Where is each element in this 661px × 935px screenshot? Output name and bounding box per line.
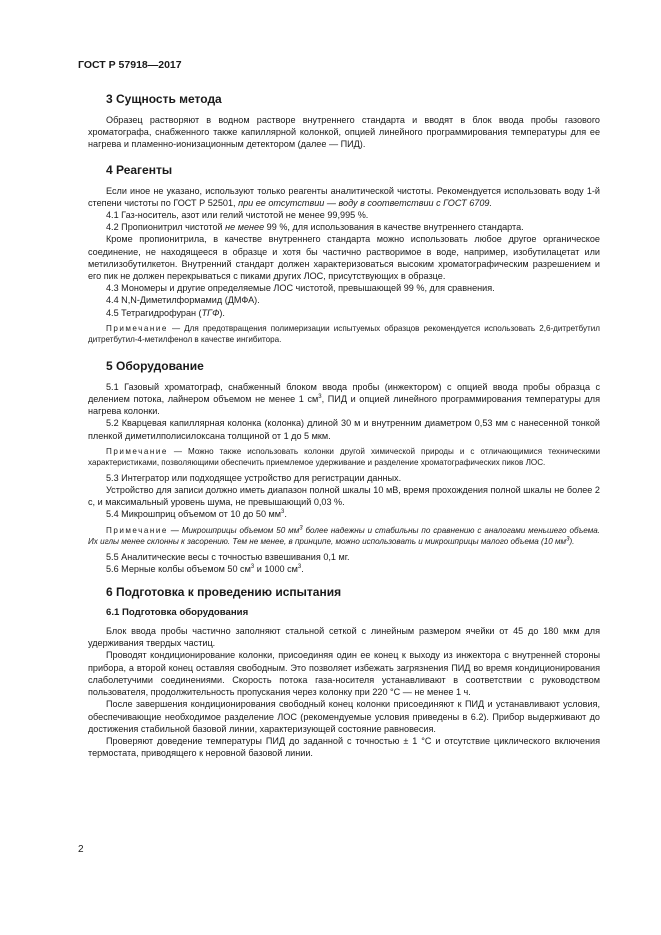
item-5-5: 5.5 Аналитические весы с точностью взвешивания 0,1 мг. <box>106 551 350 562</box>
item-5-3-detail: Устройство для записи должно иметь диапазон полной шкалы 10 мВ, время прохождения полной шкалы не более 2 с, и максимальный уровень шума, не превышающий 0,03 %. <box>88 485 600 508</box>
section-5-note-2: Примечание — Микрошприцы объемом 50 $мм^3$ более надежны и стабильны по сравнению с аналогами меньшего объема. Их иглы менее склонны к засорению. Тем не менее, в принципе, можно использовать и микрошприцы малого объема (10 $мм^3$). <box>88 524 600 546</box>
item-5-4: 5.4 Микрошприц объемом от 10 до 50 $мм^3$. <box>106 509 287 520</box>
section-6-paragraph-3: После завершения кондиционирования свободный конец колонки присоединяют к ПИД и устанавливают условия, обеспечивающие необходимое разделение ЛОС (рекомендуемые условия приведены в 6.2). Прибор выдерживают до достижения стабильной базовой линии, характеризующей состояние равновесия. <box>88 699 600 734</box>
item-5-6: 5.6 Мерные колбы объемом 50 $см^3$ и 1000 $см^3$. <box>106 563 304 574</box>
section-6-paragraph-2: Проводят кондиционирование колонки, присоединяя один ее конец к выходу из инжектора с внутренней стороны прибора, а второй конец оставляя свободным. Это позволяет избежать загрязнения ПИД во время кондиционирования слаболетучими соединениями. Скорость потока газа-носителя устанавливают в соответствии с руководством пользователя, продолжительность пропускания через колонку при 220 °С — не менее 1 ч. <box>88 650 600 698</box>
section-4-note: Примечание — Для предотвращения полимеризации испытуемых образцов рекомендуется использовать 2,6-дитретбутил дитретбутил-4-метилфенол в качестве ингибитора. <box>88 323 600 344</box>
section-4-title: 4 Реагенты <box>106 162 173 177</box>
section-3-paragraph: Образец растворяют в водном растворе внутреннего стандарта и вводят в блок ввода пробы газового хроматографа, снабженного также капиллярной колонкой, опцией линейного программирования температуры для ее нагрева и пламенно-ионизационным детектором (далее — ПИД). <box>88 115 600 150</box>
item-5-2: 5.2 Кварцевая капиллярная колонка (колонка) длиной 30 м и внутренним диаметром 0,53 мм с нанесенной тонкой пленкой диметилполисилоксана толщиной от 1 до 5 мкм. <box>88 418 600 441</box>
item-4-5: 4.5 Тетрагидрофуран (ТГФ). <box>106 307 225 318</box>
subsection-6-1-title: 6.1 Подготовка оборудования <box>106 607 249 619</box>
document-body <box>88 92 600 759</box>
section-5-title: 5 Оборудование <box>106 358 204 373</box>
item-4-1: 4.1 Газ-носитель, азот или гелий чистотой не менее 99,995 %. <box>106 210 369 221</box>
item-4-2: 4.2 Пропионитрил чистотой не менее 99 %, для использования в качестве внутреннего стандарта. <box>106 222 524 233</box>
section-6-paragraph-4: Проверяют доведение температуры ПИД до заданной с точностью ± 1 °С и отсутствие циклического включения термостата, приводящего к неровной базовой линии. <box>88 735 600 759</box>
item-5-1: 5.1 Газовый хроматограф, снабженный блоком ввода пробы (инжектором) с опцией ввода пробы образца с делением потока, лайнером объемом не менее 1 $см^3$, ПИД и опцией линейного программирования температуры для нагрева колонки. <box>88 381 600 417</box>
item-4-3: 4.3 Мономеры и другие определяемые ЛОС чистотой, превышающей 99 %, для сравнения. <box>106 283 495 294</box>
section-6-title: 6 Подготовка к проведению испытания <box>106 585 342 600</box>
section-4-intro: Если иное не указано, используют только реагенты аналитической чистоты. Рекомендуется использовать воду 1-й степени чистоты по ГОСТ Р 52501, при ее отсутствии — воду в соответствии с ГОСТ 6709. <box>88 185 600 208</box>
section-6-paragraph-1: Блок ввода пробы частично заполняют стальной сеткой с линейным размером ячейки от 45 до 180 мкм для удерживания твердых частиц. <box>88 626 600 649</box>
item-5-3: 5.3 Интегратор или подходящее устройство для регистрации данных. <box>106 472 402 483</box>
section-3-title: 3 Сущность метода <box>106 92 222 106</box>
page-number: 2 <box>78 844 84 855</box>
item-4-4: 4.4 N,N-Диметилформамид (ДМФА). <box>106 295 260 306</box>
document-header: ГОСТ Р 57918—2017 <box>78 59 182 71</box>
section-5-note-1: Примечание — Можно также использовать колонки другой химической природы и с отличающимися техническими характеристиками, позволяющими обеспечить приемлемое удерживание и разделение хроматографических пиков ЛОС. <box>88 446 600 467</box>
item-4-2-detail: Кроме пропионитрила, в качестве внутреннего стандарта можно использовать любое другое органическое соединение, не находящееся в образце и хотя бы частично растворимое в воде, например, изобутилацетат или метилизобутилкетон. Внутренний стандарт должен характеризоваться высоким хроматографическим разрешением и его пик не должен перекрываться с пиками других ЛОС, присутствующих в образце. <box>88 234 600 282</box>
